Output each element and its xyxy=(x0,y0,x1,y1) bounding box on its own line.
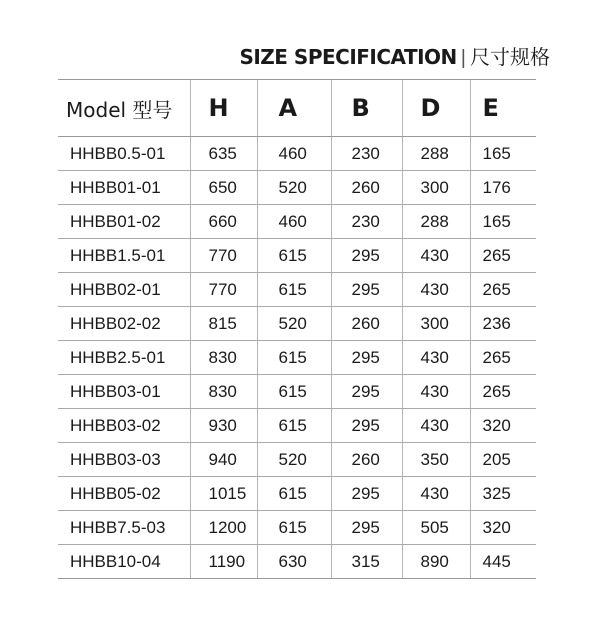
table-row xyxy=(58,511,536,545)
cell-d: 430 xyxy=(402,477,470,511)
cell-a: 615 xyxy=(257,409,331,443)
title-separator: | xyxy=(460,47,466,69)
cell-b: 230 xyxy=(331,137,402,171)
cell-b: 260 xyxy=(331,171,402,205)
cell-model: HHBB03-03 xyxy=(58,443,190,477)
table-row xyxy=(58,443,536,477)
page-title xyxy=(239,41,550,70)
cell-model: HHBB03-01 xyxy=(58,375,190,409)
cell-d: 505 xyxy=(402,511,470,545)
cell-d: 430 xyxy=(402,409,470,443)
cell-e: 165 xyxy=(470,205,536,239)
cell-model: HHBB01-01 xyxy=(58,171,190,205)
cell-model: HHBB05-02 xyxy=(58,477,190,511)
cell-h: 830 xyxy=(190,375,257,409)
cell-model: HHBB10-04 xyxy=(58,545,190,579)
cell-h: 770 xyxy=(190,273,257,307)
cell-model: HHBB0.5-01 xyxy=(58,137,190,171)
cell-h: 815 xyxy=(190,307,257,341)
header-b: B xyxy=(331,80,402,137)
cell-b: 295 xyxy=(331,341,402,375)
cell-a: 460 xyxy=(257,137,331,171)
cell-e: 205 xyxy=(470,443,536,477)
cell-a: 615 xyxy=(257,511,331,545)
cell-model: HHBB02-01 xyxy=(58,273,190,307)
cell-b: 315 xyxy=(331,545,402,579)
cell-model: HHBB2.5-01 xyxy=(58,341,190,375)
cell-d: 288 xyxy=(402,205,470,239)
cell-h: 770 xyxy=(190,239,257,273)
cell-e: 265 xyxy=(470,239,536,273)
cell-h: 930 xyxy=(190,409,257,443)
cell-e: 445 xyxy=(470,545,536,579)
cell-b: 260 xyxy=(331,307,402,341)
cell-b: 295 xyxy=(331,239,402,273)
cell-d: 288 xyxy=(402,137,470,171)
table-row xyxy=(58,375,536,409)
cell-h: 1015 xyxy=(190,477,257,511)
header-a: A xyxy=(257,80,331,137)
header-e: E xyxy=(470,80,536,137)
cell-h: 940 xyxy=(190,443,257,477)
table-row xyxy=(58,137,536,171)
cell-e: 236 xyxy=(470,307,536,341)
title-chinese: 尺寸规格 xyxy=(470,45,550,69)
cell-model: HHBB02-02 xyxy=(58,307,190,341)
cell-a: 615 xyxy=(257,341,331,375)
table-row xyxy=(58,171,536,205)
cell-d: 430 xyxy=(402,273,470,307)
table-row xyxy=(58,341,536,375)
table-row xyxy=(58,273,536,307)
cell-b: 260 xyxy=(331,443,402,477)
cell-d: 430 xyxy=(402,341,470,375)
cell-e: 320 xyxy=(470,409,536,443)
header-d: D xyxy=(402,80,470,137)
cell-model: HHBB01-02 xyxy=(58,205,190,239)
cell-h: 1200 xyxy=(190,511,257,545)
title-english: SIZE SPECIFICATION xyxy=(239,45,457,69)
cell-b: 295 xyxy=(331,375,402,409)
cell-b: 230 xyxy=(331,205,402,239)
cell-d: 350 xyxy=(402,443,470,477)
table-row xyxy=(58,205,536,239)
cell-a: 630 xyxy=(257,545,331,579)
header-h: H xyxy=(190,80,257,137)
cell-h: 1190 xyxy=(190,545,257,579)
cell-a: 520 xyxy=(257,171,331,205)
table-row xyxy=(58,545,536,579)
cell-model: HHBB7.5-03 xyxy=(58,511,190,545)
cell-a: 520 xyxy=(257,307,331,341)
cell-a: 615 xyxy=(257,239,331,273)
cell-e: 320 xyxy=(470,511,536,545)
cell-a: 520 xyxy=(257,443,331,477)
header-model: Model 型号 xyxy=(58,80,190,137)
cell-a: 615 xyxy=(257,375,331,409)
cell-e: 265 xyxy=(470,273,536,307)
cell-a: 615 xyxy=(257,273,331,307)
cell-model: HHBB1.5-01 xyxy=(58,239,190,273)
cell-e: 265 xyxy=(470,341,536,375)
table-row xyxy=(58,477,536,511)
cell-e: 325 xyxy=(470,477,536,511)
cell-d: 300 xyxy=(402,307,470,341)
cell-e: 265 xyxy=(470,375,536,409)
cell-b: 295 xyxy=(331,409,402,443)
cell-h: 830 xyxy=(190,341,257,375)
table-header-row xyxy=(58,80,536,137)
cell-d: 430 xyxy=(402,239,470,273)
cell-h: 650 xyxy=(190,171,257,205)
table-row xyxy=(58,307,536,341)
cell-d: 300 xyxy=(402,171,470,205)
table-row xyxy=(58,409,536,443)
cell-a: 615 xyxy=(257,477,331,511)
cell-h: 635 xyxy=(190,137,257,171)
cell-e: 165 xyxy=(470,137,536,171)
cell-d: 430 xyxy=(402,375,470,409)
cell-d: 890 xyxy=(402,545,470,579)
cell-a: 460 xyxy=(257,205,331,239)
size-spec-table xyxy=(58,79,536,579)
cell-model: HHBB03-02 xyxy=(58,409,190,443)
cell-b: 295 xyxy=(331,511,402,545)
table-row xyxy=(58,239,536,273)
cell-e: 176 xyxy=(470,171,536,205)
cell-b: 295 xyxy=(331,273,402,307)
cell-b: 295 xyxy=(331,477,402,511)
cell-h: 660 xyxy=(190,205,257,239)
